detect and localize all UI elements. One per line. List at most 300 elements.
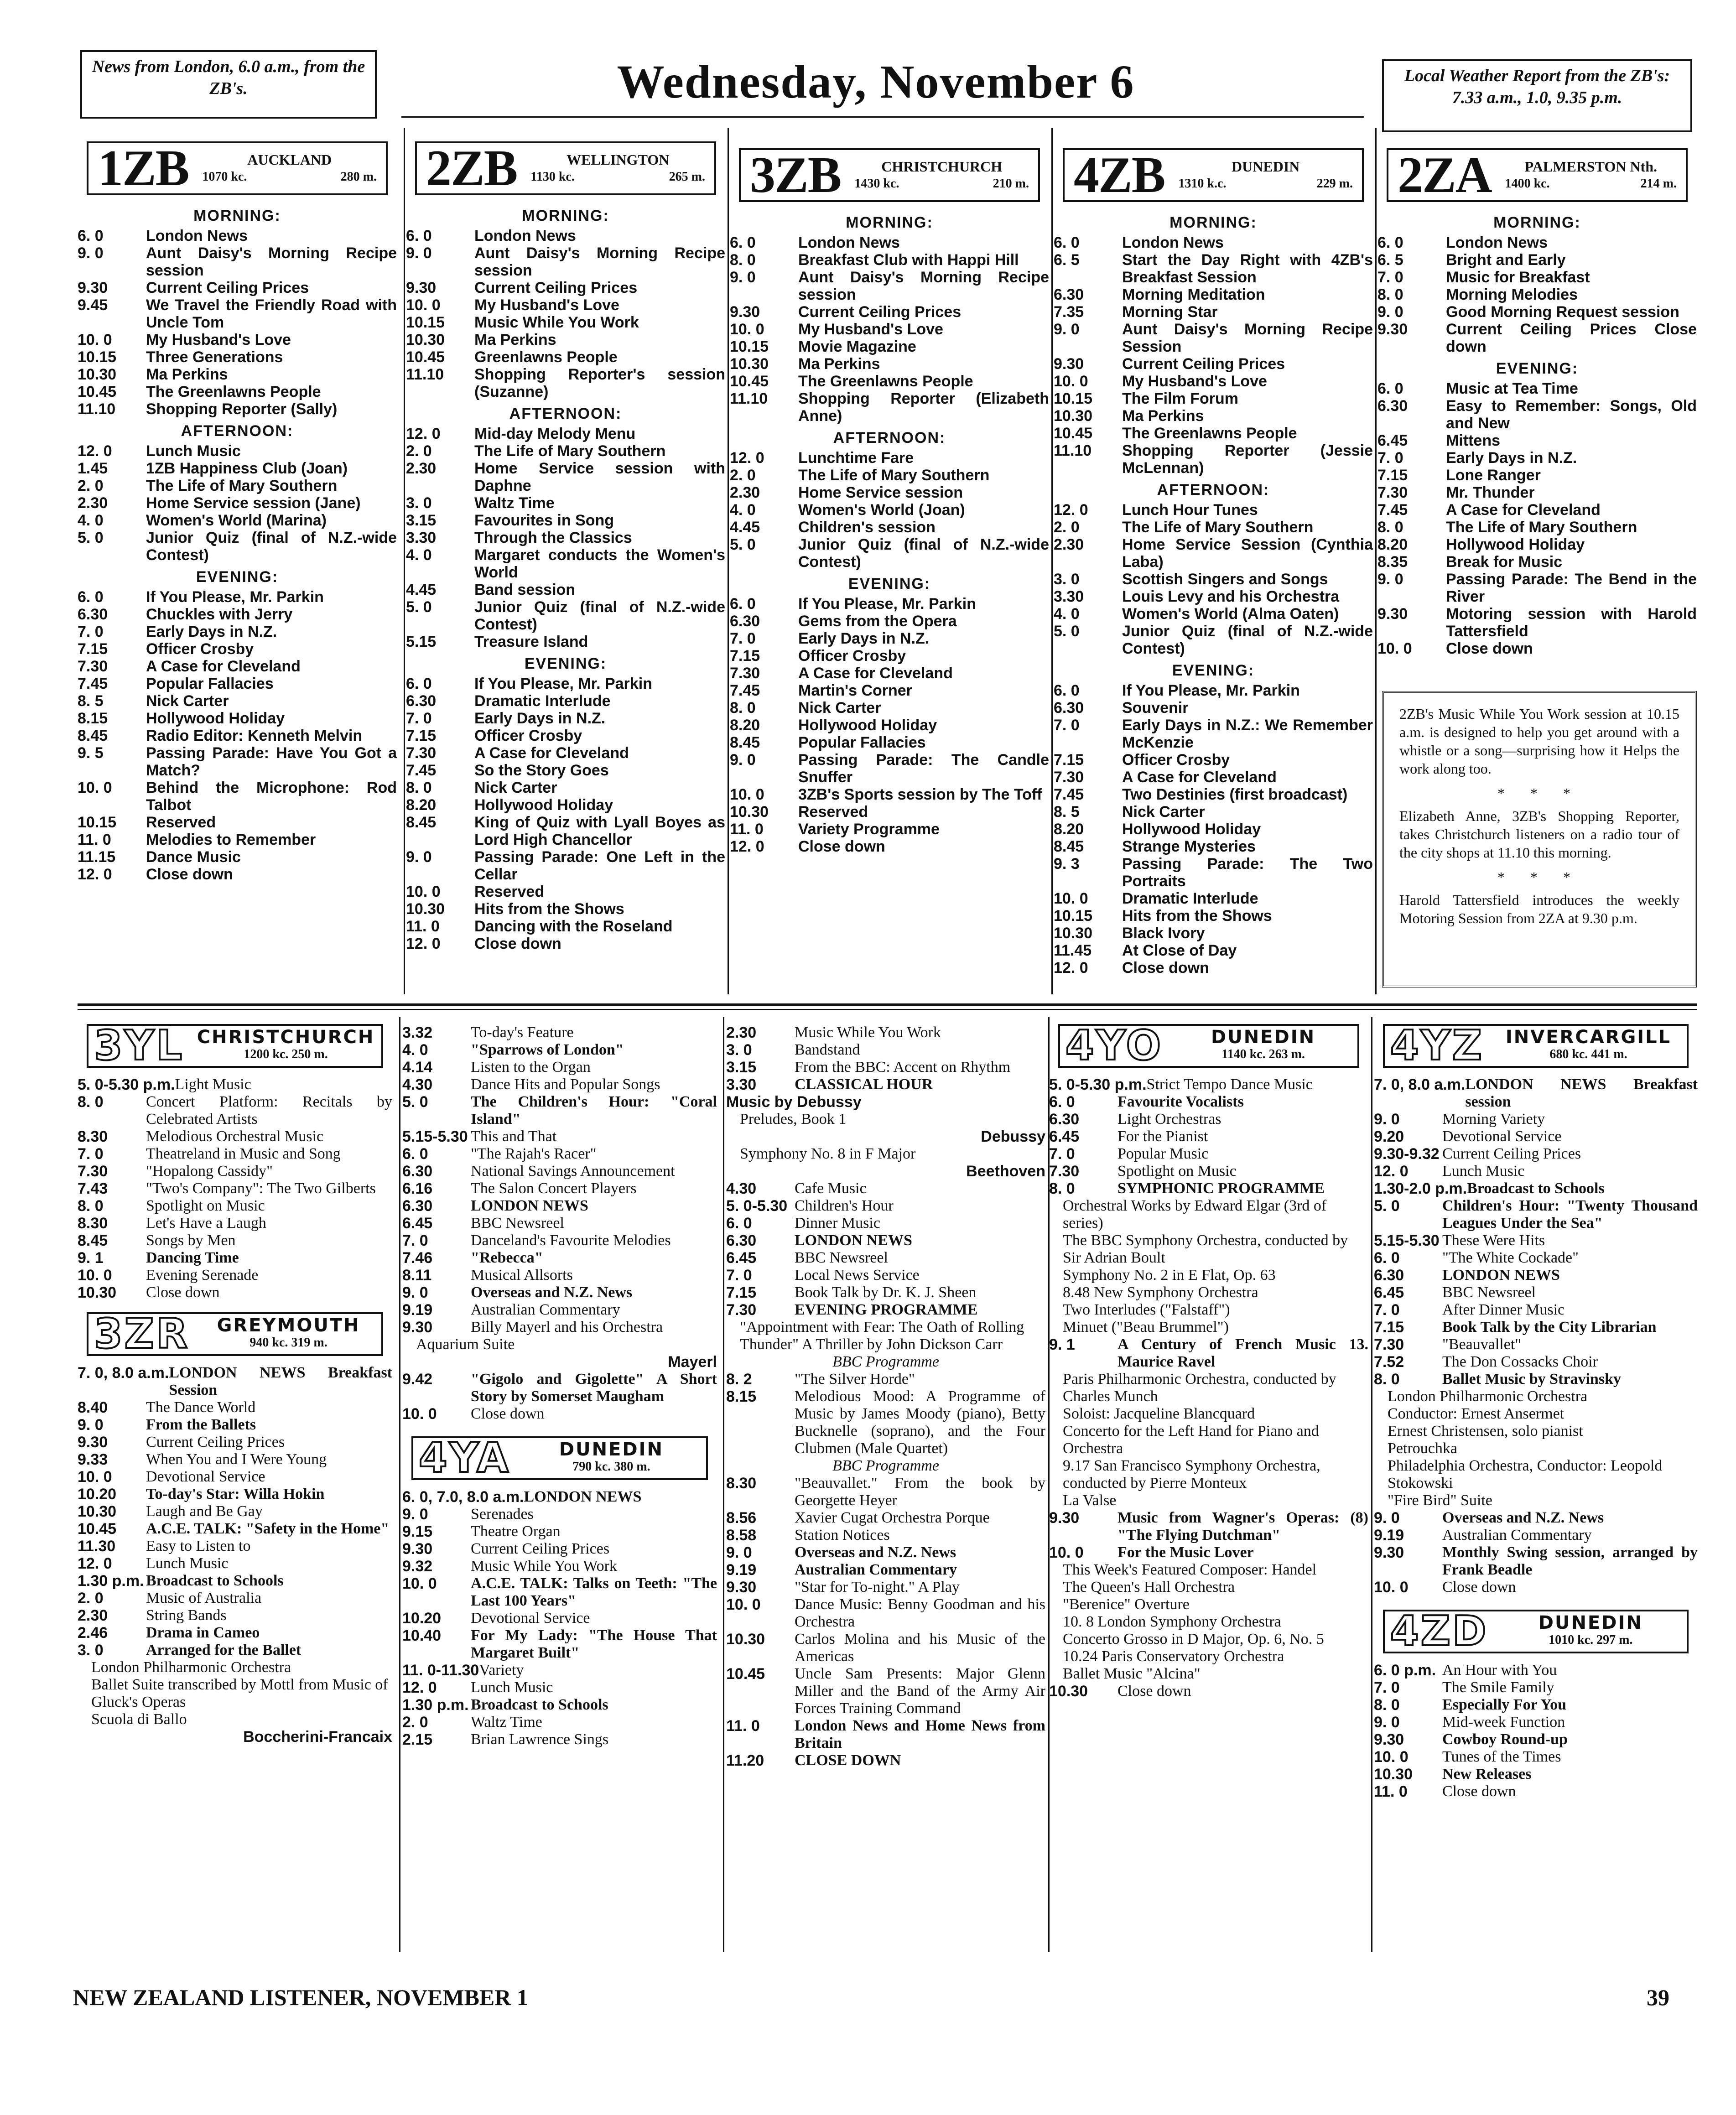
program-entry	[402, 1215, 717, 1232]
program-title: Nick Carter	[1122, 803, 1205, 821]
station-call-sign: 1ZB	[98, 140, 189, 197]
program-title: Home Service Session (Cynthia Laba)	[1122, 536, 1373, 571]
program-title: The Smile Family	[1442, 1679, 1554, 1696]
program-entry	[78, 1197, 392, 1215]
station-frequency: 1140 kc. 263 m.	[1221, 1047, 1305, 1061]
program-time: 12. 0	[1054, 501, 1088, 519]
program-title: If You Please, Mr. Parkin	[798, 595, 976, 613]
program-entry	[1049, 1076, 1368, 1093]
program-time: 6.30	[1054, 286, 1084, 303]
program-entry	[78, 460, 397, 477]
program-detail: Ballet Suite transcribed by Mottl from Music of Gluck's Operas	[91, 1676, 388, 1710]
program-title: Ma Perkins	[474, 331, 556, 348]
program-title: "Sparrows of London"	[471, 1041, 624, 1058]
program-entry	[1054, 925, 1373, 942]
header-right-note: Local Weather Report from the ZB's: 7.33 a.m., 1.0, 9.35 p.m.	[1382, 59, 1692, 132]
section-heading: AFTERNOON:	[509, 405, 622, 422]
section-heading: EVENING:	[848, 575, 931, 592]
program-title: Hollywood Holiday	[1446, 536, 1585, 553]
program-title: Let's Have a Laugh	[146, 1215, 266, 1232]
program-title: Devotional Service	[1442, 1128, 1562, 1145]
program-entry	[78, 675, 397, 692]
program-time: 10.30	[406, 331, 445, 348]
program-entry	[726, 1041, 1045, 1059]
station-city: CHRISTCHURCH	[881, 158, 1003, 175]
program-entry	[402, 1696, 717, 1714]
program-time: 9. 0	[726, 1544, 752, 1561]
section-heading: MORNING:	[846, 214, 933, 231]
program-title: Light Orchestras	[1117, 1111, 1221, 1128]
program-title: Aunt Daisy's Morning Recipe session	[474, 244, 725, 279]
program-title: Reserved	[798, 803, 868, 821]
program-time: 5. 0	[78, 529, 104, 546]
program-title: A Case for Cleveland	[798, 665, 953, 682]
program-entry	[1054, 501, 1373, 519]
program-time: 12. 0	[406, 935, 441, 952]
program-entry	[1377, 605, 1697, 640]
program-time: 11.20	[726, 1752, 764, 1769]
program-time: 9. 0	[730, 751, 756, 769]
column-divider	[1371, 1017, 1372, 1952]
program-time: 6.45	[1049, 1128, 1080, 1145]
program-time: 2.15	[402, 1731, 433, 1748]
program-entry	[406, 692, 725, 710]
page-title: Wednesday, November 6	[617, 56, 1135, 108]
program-title: The Children's Hour: "Coral Island"	[471, 1093, 717, 1128]
program-time: 10. 0	[78, 1468, 112, 1486]
program-entry	[1374, 1544, 1698, 1579]
program-title: London News	[146, 227, 248, 244]
program-time: 7. 0	[78, 1145, 104, 1163]
program-title: King of Quiz with Lyall Boyes as Lord High Chancellor	[474, 814, 725, 848]
program-entry	[1374, 1714, 1698, 1731]
program-time: 8. 5	[78, 692, 104, 710]
program-entry	[730, 699, 1049, 717]
station-call-sign: 3ZR	[94, 1310, 190, 1358]
section-heading: EVENING:	[1172, 662, 1255, 679]
program-time: 7.30	[1374, 1336, 1404, 1353]
program-title: Children's session	[798, 519, 936, 536]
program-title: Easy to Listen to	[146, 1538, 251, 1554]
program-entry	[402, 1267, 717, 1284]
station-call-sign: 4YZ	[1390, 1022, 1484, 1070]
program-entry	[402, 1405, 717, 1423]
program-title: Hollywood Holiday	[474, 796, 613, 814]
program-entry	[402, 1523, 717, 1540]
program-time: 7. 0	[726, 1267, 752, 1284]
program-title: Nick Carter	[146, 692, 229, 710]
program-time: 1.30-2.0 p.m.	[1374, 1180, 1467, 1197]
program-entry	[402, 1731, 717, 1748]
program-entry	[1054, 519, 1373, 536]
program-time: 2. 0	[402, 1714, 428, 1731]
program-title: Popular Fallacies	[798, 734, 926, 751]
program-entry	[78, 1399, 392, 1416]
program-time: 7.43	[78, 1180, 108, 1197]
page-number: 39	[1647, 1985, 1669, 2010]
program-time: 7. 0	[730, 630, 756, 647]
program-entry	[730, 803, 1049, 821]
program-entry	[406, 598, 725, 633]
program-title: Scottish Singers and Songs	[1122, 571, 1328, 588]
program-entry	[1054, 942, 1373, 959]
program-title: Breakfast Club with Happi Hill	[798, 251, 1019, 269]
program-entry	[406, 512, 725, 529]
program-title: Close down	[1446, 640, 1533, 657]
program-time: 10.20	[402, 1610, 442, 1627]
program-title: Dinner Music	[795, 1215, 880, 1232]
program-time: 10.45	[730, 373, 769, 390]
program-title: A.C.E. TALK: Talks on Teeth: "The Last 100 Years"	[471, 1575, 717, 1609]
station-meta	[1175, 1029, 1352, 1063]
program-entry	[1054, 536, 1373, 571]
program-time: 9. 0	[1377, 571, 1403, 588]
program-time: 10.40	[402, 1627, 442, 1644]
program-entry	[402, 1041, 717, 1059]
program-entry	[402, 1301, 717, 1319]
station-call-sign: 4YO	[1066, 1022, 1163, 1070]
program-entry	[1374, 1336, 1698, 1353]
program-entry	[730, 321, 1049, 338]
program-entry	[406, 675, 725, 692]
program-title: Close down	[798, 838, 885, 855]
program-detail: Symphony No. 2 in E Flat, Op. 63	[1063, 1267, 1276, 1284]
program-entry	[1377, 449, 1697, 467]
program-entry	[1377, 519, 1697, 536]
program-time: 8.20	[1377, 536, 1408, 553]
program-title: If You Please, Mr. Parkin	[1122, 682, 1300, 699]
program-entry	[406, 227, 725, 244]
program-entry	[1049, 1163, 1368, 1180]
program-title: Strange Mysteries	[1122, 838, 1256, 855]
program-entry	[1054, 321, 1373, 355]
program-entry	[1054, 234, 1373, 251]
program-title: Reserved	[146, 814, 216, 831]
program-title: Movie Magazine	[798, 338, 916, 355]
program-entry	[1374, 1766, 1698, 1783]
program-time: 6.45	[1374, 1284, 1404, 1301]
program-title: Shopping Reporter's session (Suzanne)	[474, 366, 725, 400]
program-title: Lunch Music	[1442, 1163, 1525, 1180]
program-time: 5.15-5.30	[1374, 1232, 1440, 1249]
program-time: 11.10	[1054, 442, 1092, 459]
station-2za-column	[1377, 148, 1697, 657]
program-time: 8.20	[730, 717, 760, 734]
program-title: SYMPHONIC PROGRAMME	[1117, 1180, 1325, 1197]
program-entry	[726, 1267, 1045, 1284]
program-entry	[726, 1232, 1045, 1249]
program-entry	[726, 1579, 1045, 1596]
program-title: Morning Melodies	[1446, 286, 1578, 303]
program-detail: This Week's Featured Composer: Handel	[1063, 1561, 1317, 1578]
program-entry	[1054, 907, 1373, 925]
program-title: The Life of Mary Southern	[1446, 519, 1637, 536]
program-time: 9.30-9.32	[1374, 1145, 1440, 1163]
program-time: 2. 0	[730, 467, 756, 484]
program-title: Junior Quiz (final of N.Z.-wide Contest)	[146, 529, 397, 564]
program-title: Overseas and N.Z. News	[471, 1284, 633, 1301]
program-entry	[1054, 855, 1373, 890]
program-entry	[406, 348, 725, 366]
station-frequency: 1200 kc. 250 m.	[244, 1047, 328, 1061]
station-box-1zb	[87, 141, 388, 195]
program-entry	[726, 1717, 1045, 1752]
program-title: Favourites in Song	[474, 512, 614, 529]
program-title: Dance Music: Benny Goodman and his Orchestra	[795, 1596, 1045, 1630]
program-title: Break for Music	[1446, 553, 1563, 571]
section-heading: EVENING:	[524, 655, 607, 672]
program-title: Passing Parade: The Candle Snuffer	[798, 751, 1049, 786]
program-title: Waltz Time	[471, 1714, 542, 1730]
program-title: Billy Mayerl and his Orchestra	[471, 1319, 663, 1336]
program-time: 3.15	[406, 512, 437, 529]
station-city: DUNEDIN	[559, 1439, 664, 1460]
program-time: 7.15	[730, 647, 760, 665]
program-time: 6. 0, 7.0, 8.0 a.m.	[402, 1488, 524, 1506]
program-time: 7.45	[78, 675, 108, 692]
program-entry	[1377, 571, 1697, 605]
program-title: Early Days in N.Z.	[1446, 449, 1577, 467]
program-time: 2. 0	[78, 477, 104, 494]
program-time: 8.45	[1054, 838, 1084, 855]
program-entry	[730, 751, 1049, 786]
program-entry	[402, 1145, 717, 1163]
program-time: 2.30	[78, 494, 108, 512]
program-time: 7.15	[406, 727, 437, 744]
program-entry	[78, 1468, 392, 1486]
program-entry	[730, 821, 1049, 838]
program-time: 4.30	[726, 1180, 757, 1197]
program-title: Bright and Early	[1446, 251, 1566, 269]
program-entry	[406, 848, 725, 883]
program-time: 10.45	[1054, 425, 1093, 442]
program-time: 12. 0	[406, 425, 441, 442]
column-divider	[404, 128, 405, 994]
program-title: Officer Crosby	[474, 727, 582, 744]
program-entry	[406, 314, 725, 331]
program-title: A Case for Cleveland	[1446, 501, 1601, 519]
program-time: 10. 0	[1049, 1544, 1084, 1561]
program-time: 6. 0	[1374, 1249, 1400, 1267]
program-entry	[78, 1180, 392, 1197]
program-time: 4. 0	[730, 501, 756, 519]
program-title: Motoring session with Harold Tattersfield	[1446, 605, 1697, 640]
program-time: 5.15	[406, 633, 437, 650]
program-title: The Dance World	[146, 1399, 256, 1416]
program-entry	[406, 442, 725, 460]
program-title: Early Days in N.Z.: We Remember McKenzie	[1122, 717, 1373, 751]
program-title: Mid-week Function	[1442, 1714, 1565, 1730]
program-title: Gems from the Opera	[798, 613, 957, 630]
program-entry	[406, 935, 725, 952]
program-title: These Were Hits	[1442, 1232, 1545, 1249]
program-title: Passing Parade: The Bend in the River	[1446, 571, 1697, 605]
program-entry	[1374, 1783, 1698, 1800]
program-time: 7. 0	[1374, 1301, 1400, 1319]
program-entry	[406, 796, 725, 814]
program-time: 11.10	[730, 390, 768, 407]
program-title: Morning Variety	[1442, 1111, 1545, 1128]
program-title: "The White Cockade"	[1442, 1249, 1579, 1266]
program-time: 3.30	[1054, 588, 1084, 605]
program-time: 5. 0	[1054, 623, 1080, 640]
program-title: Good Morning Request session	[1446, 303, 1679, 321]
program-title: A.C.E. TALK: "Safety in the Home"	[146, 1520, 390, 1537]
program-entry	[78, 640, 397, 658]
program-entry	[402, 1093, 717, 1128]
program-time: 10. 0	[402, 1405, 437, 1423]
program-time: 10.30	[726, 1631, 765, 1648]
program-entry	[78, 1128, 392, 1145]
station-2zb-column	[406, 141, 725, 952]
program-title: London News	[798, 234, 900, 251]
program-title: For the Pianist	[1117, 1128, 1208, 1145]
program-title: The Don Cossacks Choir	[1442, 1353, 1598, 1370]
program-title: Broadcast to Schools	[471, 1696, 608, 1713]
program-time: 2. 0	[406, 442, 432, 460]
program-title: Carlos Molina and his Music of the Americas	[795, 1631, 1045, 1665]
program-title: Devotional Service	[471, 1610, 590, 1627]
program-title: At Close of Day	[1122, 942, 1237, 959]
program-title: LONDON NEWS	[524, 1488, 642, 1505]
program-time: 9.19	[726, 1561, 757, 1579]
bottom-column-5	[1374, 1024, 1698, 1800]
program-title: Theatre Organ	[471, 1523, 561, 1540]
station-city: DUNEDIN	[1232, 158, 1300, 175]
program-entry	[726, 1544, 1045, 1561]
program-entry	[726, 1215, 1045, 1232]
program-title: Music of Australia	[146, 1590, 262, 1606]
program-time: 4. 0	[1054, 605, 1080, 623]
program-title: Reserved	[474, 883, 545, 900]
program-entry	[406, 918, 725, 935]
program-entry	[402, 1197, 717, 1215]
program-detail: "Fire Bird" Suite	[1388, 1492, 1492, 1509]
program-title: LONDON NEWS Breakfast Session	[169, 1364, 392, 1398]
program-title: Variety	[479, 1662, 524, 1678]
program-title: To-day's Feature	[471, 1024, 574, 1041]
program-entry	[1377, 484, 1697, 501]
program-title: Lone Ranger	[1446, 467, 1541, 484]
note-divider-stars: * * *	[1497, 869, 1581, 885]
program-time: 7.30	[1049, 1163, 1080, 1180]
program-time: 2.46	[78, 1624, 108, 1642]
program-time: 9.32	[402, 1558, 433, 1575]
station-box-4zd	[1383, 1607, 1689, 1655]
program-entry	[1049, 1145, 1368, 1163]
program-entry	[1377, 380, 1697, 397]
program-time: 4. 0	[406, 546, 432, 564]
program-time: 10.30	[730, 355, 769, 373]
program-title: We Travel the Friendly Road with Uncle Tom	[146, 296, 397, 331]
program-entry	[78, 1249, 392, 1267]
program-title: Station Notices	[795, 1527, 890, 1543]
program-time: 3. 0	[1054, 571, 1080, 588]
program-title: London News	[474, 227, 576, 244]
program-time: 1.30 p.m.	[402, 1696, 469, 1714]
program-time: 10. 0	[406, 883, 441, 900]
program-time: 10. 0	[78, 1267, 112, 1284]
note-motoring-session: Harold Tattersfield introduces the weekly Motoring Session from 2ZA at 9.30 p.m.	[1399, 892, 1679, 926]
program-entry	[78, 442, 397, 460]
program-entry	[78, 366, 397, 383]
program-detail: Philadelphia Orchestra, Conductor: Leopold Stokowski	[1388, 1457, 1663, 1491]
program-title: Monthly Swing session, arranged by Frank Beadle	[1442, 1544, 1698, 1578]
program-time: 3.30	[726, 1076, 757, 1093]
station-kc: 1400 kc.	[1505, 177, 1550, 191]
program-time: 7.35	[1054, 303, 1084, 321]
station-meta	[202, 151, 377, 186]
program-title: The Life of Mary Southern	[146, 477, 338, 494]
program-time: 8. 0	[730, 251, 756, 269]
program-time: 9. 0	[1374, 1111, 1400, 1128]
program-time: 10.30	[1049, 1683, 1088, 1700]
program-time: 9.30	[726, 1579, 757, 1596]
program-entry	[1054, 769, 1373, 786]
program-entry	[1374, 1111, 1698, 1128]
program-entry	[730, 682, 1049, 699]
program-title: Hits from the Shows	[1122, 907, 1272, 925]
program-title: Current Ceiling Prices	[146, 279, 309, 296]
program-time: 5. 0-5.30	[726, 1197, 788, 1215]
footer-publication: NEW ZEALAND LISTENER, NOVEMBER 1	[73, 1985, 528, 2010]
program-time: 9. 0	[1054, 321, 1080, 338]
program-entry	[406, 633, 725, 650]
program-time: 2.30	[726, 1024, 757, 1041]
program-entry	[1374, 1076, 1698, 1111]
program-time: 11. 0	[730, 821, 764, 838]
program-time: 3. 0	[726, 1041, 752, 1059]
program-entry	[78, 1451, 392, 1468]
program-entry	[1374, 1267, 1698, 1284]
program-entry	[726, 1752, 1045, 1769]
program-title: Start the Day Right with 4ZB's Breakfast Session	[1122, 251, 1373, 286]
program-title: Mittens	[1446, 432, 1500, 449]
program-time: 6.30	[406, 692, 437, 710]
program-title: "The Silver Horde"	[795, 1371, 915, 1387]
program-time: 7.45	[1054, 786, 1084, 803]
program-entry	[78, 1590, 392, 1607]
station-meta	[196, 1029, 376, 1063]
program-time: 11. 0	[726, 1717, 760, 1735]
program-entry	[406, 546, 725, 581]
program-time: 5. 0	[1374, 1197, 1400, 1215]
program-entry	[1374, 1284, 1698, 1301]
program-time: 10.30	[1054, 925, 1093, 942]
program-entry	[730, 734, 1049, 751]
station-meta	[201, 1317, 376, 1351]
program-time: 7.30	[726, 1301, 757, 1319]
program-time: 6. 0	[1377, 234, 1403, 251]
program-title: Junior Quiz (final of N.Z.-wide Contest)	[798, 536, 1049, 571]
station-box-3zb	[739, 148, 1040, 202]
program-entry	[78, 866, 397, 883]
bottom-column-2	[402, 1024, 717, 1748]
program-entry	[1374, 1731, 1698, 1748]
program-time: 9.42	[402, 1371, 433, 1388]
program-title: Book Talk by the City Librarian	[1442, 1319, 1657, 1336]
program-time: 7.45	[406, 762, 437, 779]
program-entry	[78, 1232, 392, 1249]
program-detail: Ernest Christensen, solo pianist	[1388, 1423, 1583, 1439]
program-entry	[78, 658, 397, 675]
program-time: 6.30	[1054, 699, 1084, 717]
program-entry	[730, 717, 1049, 734]
program-title: Broadcast to Schools	[146, 1572, 284, 1589]
program-time: 12. 0	[1054, 959, 1088, 977]
program-entry	[730, 338, 1049, 355]
program-time: 10.30	[406, 900, 445, 918]
